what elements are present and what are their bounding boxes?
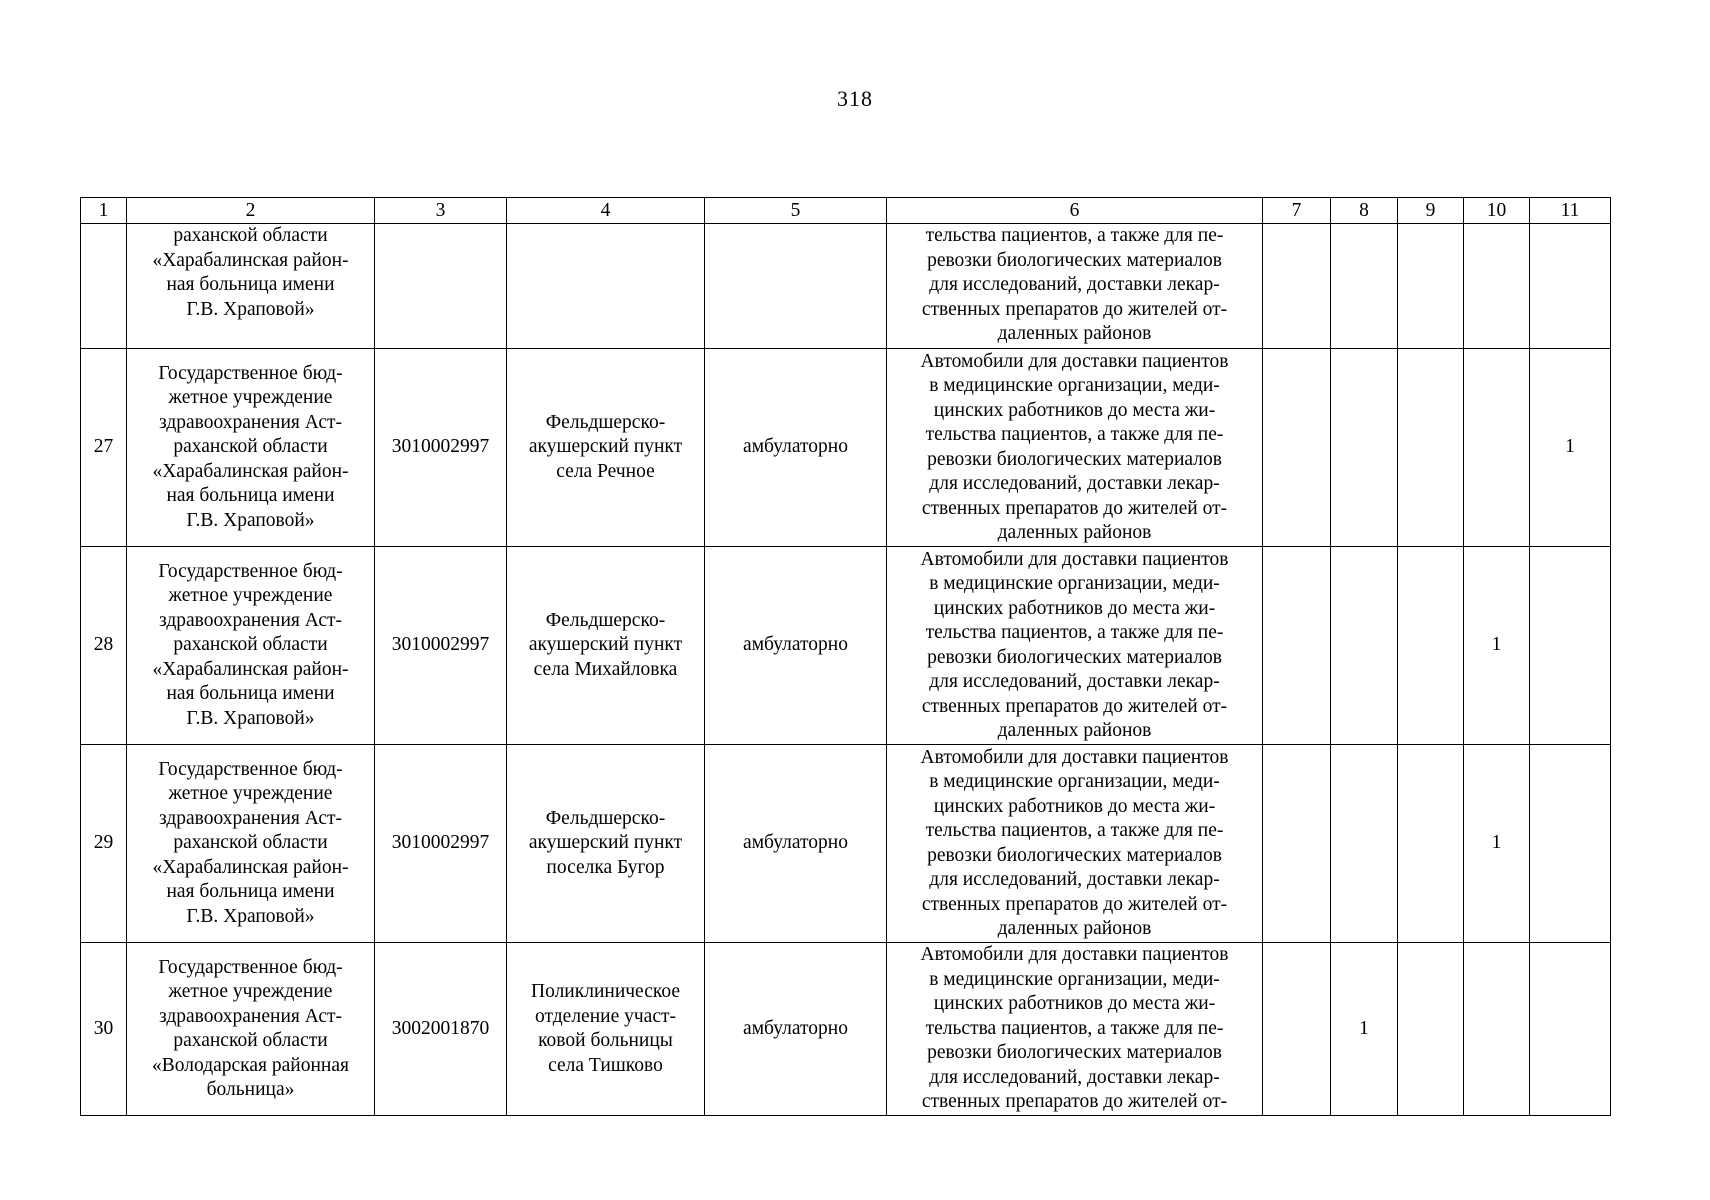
- purpose-cell-line: тельства пациентов, а также для пе-: [925, 1017, 1224, 1039]
- header-col-8: 8: [1331, 198, 1398, 224]
- unit-cell: [507, 943, 705, 1116]
- purpose-cell-line: цинских работников до места жи-: [933, 597, 1216, 619]
- unit-cell: [507, 745, 705, 943]
- institution-name-cell-line: ная больница имени: [166, 683, 335, 705]
- header-col-10: 10: [1464, 198, 1530, 224]
- purpose-cell-line: в медицинские организации, меди-: [929, 771, 1220, 792]
- purpose-cell-line: для исследований, доставки лекар-: [929, 869, 1220, 890]
- count-cell-11: [1530, 224, 1611, 349]
- purpose-cell: [887, 349, 1263, 547]
- unit-cell-line: акушерский пункт: [528, 436, 683, 458]
- purpose-cell-line: ревозки биологических материалов: [927, 249, 1222, 271]
- table-row: [81, 224, 1611, 349]
- purpose-cell-line: для исследований, доставки лекар-: [929, 671, 1220, 692]
- institution-name-cell-line: ная больница имени: [166, 274, 335, 295]
- header-col-inn: 3: [375, 198, 507, 224]
- institution-name-cell-line: Государственное бюд-: [158, 758, 343, 780]
- count-cell-8: [1331, 224, 1398, 349]
- care-mode-cell: амбулаторно: [705, 745, 887, 943]
- purpose-cell-line: Автомобили для доставки пациентов: [920, 944, 1229, 965]
- unit-cell-line: Фельдшерско-: [545, 411, 666, 433]
- institution-name-cell-line: «Харабалинская район-: [152, 856, 349, 878]
- header-col-unit: 4: [507, 198, 705, 224]
- purpose-cell-line: цинских работников до места жи-: [933, 993, 1216, 1014]
- page-number: 318: [837, 86, 873, 111]
- count-cell-10: 1: [1464, 745, 1530, 943]
- care-mode-cell: амбулаторно: [705, 943, 887, 1116]
- purpose-cell-line: ственных препаратов до жителей от-: [921, 695, 1228, 717]
- table-row: [81, 349, 1611, 547]
- care-mode-cell: амбулаторно: [705, 547, 887, 745]
- institution-name-cell-line: «Харабалинская район-: [152, 658, 349, 680]
- institution-name-cell: [127, 547, 375, 745]
- unit-cell-line: села Михайловка: [533, 658, 678, 680]
- row-number-cell: 28: [81, 547, 127, 745]
- inn-cell: 3002001870: [375, 943, 507, 1116]
- purpose-cell-line: ственных препаратов до жителей от-: [921, 298, 1228, 320]
- purpose-cell-line: тельства пациентов, а также для пе-: [925, 225, 1224, 246]
- purpose-cell-line: ственных препаратов до жителей от-: [921, 1091, 1228, 1112]
- purpose-cell-line: Автомобили для доставки пациентов: [920, 548, 1229, 570]
- count-cell-11: [1530, 547, 1611, 745]
- row-number-cell: 30: [81, 943, 127, 1116]
- purpose-cell-line: в медицинские организации, меди-: [929, 968, 1220, 990]
- count-cell-7: [1263, 224, 1331, 349]
- institution-name-cell-line: здравоохранения Аст-: [159, 807, 342, 829]
- purpose-cell-line: ревозки биологических материалов: [927, 448, 1222, 470]
- institution-name-cell-line: здравоохранения Аст-: [159, 1005, 342, 1027]
- purpose-cell-line: в медицинские организации, меди-: [929, 375, 1220, 396]
- purpose-cell: [887, 745, 1263, 943]
- header-col-purpose: 6: [887, 198, 1263, 224]
- institution-name-cell-line: Г.В. Храповой»: [186, 707, 315, 729]
- institution-name-cell-line: здравоохранения Аст-: [159, 609, 342, 631]
- purpose-cell-line: Автомобили для доставки пациентов: [920, 350, 1229, 372]
- unit-cell-line: поселка Бугор: [546, 856, 665, 878]
- count-cell-11: [1530, 745, 1611, 943]
- count-cell-10: [1464, 943, 1530, 1116]
- inn-cell: 3010002997: [375, 547, 507, 745]
- inn-cell: [375, 224, 507, 349]
- unit-cell-line: отделение участ-: [534, 1005, 676, 1027]
- count-cell-8: [1331, 349, 1398, 547]
- purpose-cell-line: ревозки биологических материалов: [927, 646, 1222, 668]
- institution-name-cell-line: Г.В. Храповой»: [186, 298, 315, 320]
- purpose-cell: [887, 547, 1263, 745]
- purpose-cell-line: тельства пациентов, а также для пе-: [925, 820, 1224, 841]
- unit-cell-line: села Тишково: [548, 1054, 663, 1076]
- purpose-cell-line: тельства пациентов, а также для пе-: [925, 424, 1224, 445]
- count-cell-11: 1: [1530, 349, 1611, 547]
- institution-name-cell-line: Государственное бюд-: [158, 362, 343, 384]
- institution-name-cell: [127, 224, 375, 349]
- purpose-cell-line: цинских работников до места жи-: [933, 399, 1216, 421]
- institution-name-cell-line: жетное учреждение: [168, 981, 333, 1002]
- count-cell-7: [1263, 943, 1331, 1116]
- institution-name-cell-line: раханской области: [173, 436, 328, 458]
- institution-name-cell-line: ная больница имени: [166, 485, 335, 507]
- unit-cell-line: села Речное: [556, 460, 655, 482]
- purpose-cell-line: ственных препаратов до жителей от-: [921, 893, 1228, 915]
- count-cell-11: [1530, 943, 1611, 1116]
- header-col-11: 11: [1530, 198, 1611, 224]
- unit-cell: [507, 547, 705, 745]
- unit-cell-line: Поликлиническое: [531, 981, 680, 1002]
- purpose-cell-line: даленных районов: [997, 522, 1152, 543]
- purpose-cell-line: ревозки биологических материалов: [927, 1042, 1222, 1063]
- purpose-cell-line: в медицинские организации, меди-: [929, 573, 1220, 594]
- purpose-cell-line: для исследований, доставки лекар-: [929, 274, 1220, 295]
- count-cell-9: [1398, 943, 1464, 1116]
- row-number-cell: 29: [81, 745, 127, 943]
- institution-name-cell-line: жетное учреждение: [168, 783, 333, 805]
- count-cell-9: [1398, 547, 1464, 745]
- count-cell-8: 1: [1331, 943, 1398, 1116]
- unit-cell-line: Фельдшерско-: [545, 609, 666, 631]
- institution-name-cell-line: Государственное бюд-: [158, 956, 343, 978]
- institution-name-cell-line: Г.В. Храповой»: [186, 905, 315, 927]
- institution-name-cell-line: «Харабалинская район-: [152, 249, 349, 271]
- count-cell-7: [1263, 349, 1331, 547]
- count-cell-9: [1398, 349, 1464, 547]
- purpose-cell-line: ревозки биологических материалов: [927, 844, 1222, 866]
- count-cell-8: [1331, 547, 1398, 745]
- purpose-cell-line: тельства пациентов, а также для пе-: [925, 622, 1224, 643]
- institution-name-cell-line: Г.В. Храповой»: [186, 509, 315, 531]
- header-row: [81, 198, 1611, 224]
- institution-name-cell-line: жетное учреждение: [168, 585, 333, 607]
- institution-name-cell: [127, 349, 375, 547]
- institution-name-cell-line: «Харабалинская район-: [152, 460, 349, 482]
- purpose-cell-line: цинских работников до места жи-: [933, 795, 1216, 817]
- purpose-cell: [887, 943, 1263, 1116]
- institution-name-cell-line: здравоохранения Аст-: [159, 411, 342, 433]
- institution-name-cell-line: раханской области: [173, 1030, 328, 1051]
- row-number-cell: [81, 224, 127, 349]
- purpose-cell-line: Автомобили для доставки пациентов: [920, 746, 1229, 768]
- inn-cell: 3010002997: [375, 745, 507, 943]
- institution-name-cell-line: раханской области: [173, 225, 328, 246]
- count-cell-10: [1464, 349, 1530, 547]
- unit-cell-line: акушерский пункт: [528, 634, 683, 656]
- count-cell-10: 1: [1464, 547, 1530, 745]
- institution-name-cell-line: «Володарская районная: [152, 1054, 349, 1076]
- institution-name-cell-line: ная больница имени: [166, 881, 335, 903]
- count-cell-9: [1398, 224, 1464, 349]
- purpose-cell-line: для исследований, доставки лекар-: [929, 1066, 1220, 1088]
- header-col-name: 2: [127, 198, 375, 224]
- inn-cell: 3010002997: [375, 349, 507, 547]
- unit-cell-line: акушерский пункт: [528, 832, 683, 854]
- purpose-cell-line: даленных районов: [997, 720, 1152, 741]
- count-cell-7: [1263, 745, 1331, 943]
- purpose-cell-line: даленных районов: [997, 323, 1152, 344]
- institution-name-cell-line: раханской области: [173, 832, 328, 854]
- care-mode-cell: [705, 224, 887, 349]
- unit-cell-line: ковой больницы: [538, 1030, 673, 1051]
- table-row: [81, 547, 1611, 745]
- unit-cell: [507, 349, 705, 547]
- table-row: [81, 943, 1611, 1116]
- institution-name-cell-line: раханской области: [173, 634, 328, 656]
- header-col-7: 7: [1263, 198, 1331, 224]
- institution-name-cell: [127, 943, 375, 1116]
- institution-name-cell-line: больница»: [206, 1079, 295, 1100]
- unit-cell-line: Фельдшерско-: [545, 807, 666, 829]
- row-number-cell: 27: [81, 349, 127, 547]
- header-col-mode: 5: [705, 198, 887, 224]
- count-cell-9: [1398, 745, 1464, 943]
- purpose-cell-line: даленных районов: [997, 918, 1152, 939]
- header-col-9: 9: [1398, 198, 1464, 224]
- purpose-cell-line: ственных препаратов до жителей от-: [921, 497, 1228, 519]
- purpose-cell: [887, 224, 1263, 349]
- count-cell-7: [1263, 547, 1331, 745]
- unit-cell: [507, 224, 705, 349]
- purpose-cell-line: для исследований, доставки лекар-: [929, 473, 1220, 494]
- institution-name-cell-line: жетное учреждение: [168, 387, 333, 409]
- table-body: [81, 198, 1611, 1116]
- institution-name-cell: [127, 745, 375, 943]
- institution-name-cell-line: Государственное бюд-: [158, 560, 343, 582]
- document-table: [80, 197, 1611, 1116]
- count-cell-10: [1464, 224, 1530, 349]
- care-mode-cell: амбулаторно: [705, 349, 887, 547]
- table-row: [81, 745, 1611, 943]
- header-col-num: 1: [81, 198, 127, 224]
- count-cell-8: [1331, 745, 1398, 943]
